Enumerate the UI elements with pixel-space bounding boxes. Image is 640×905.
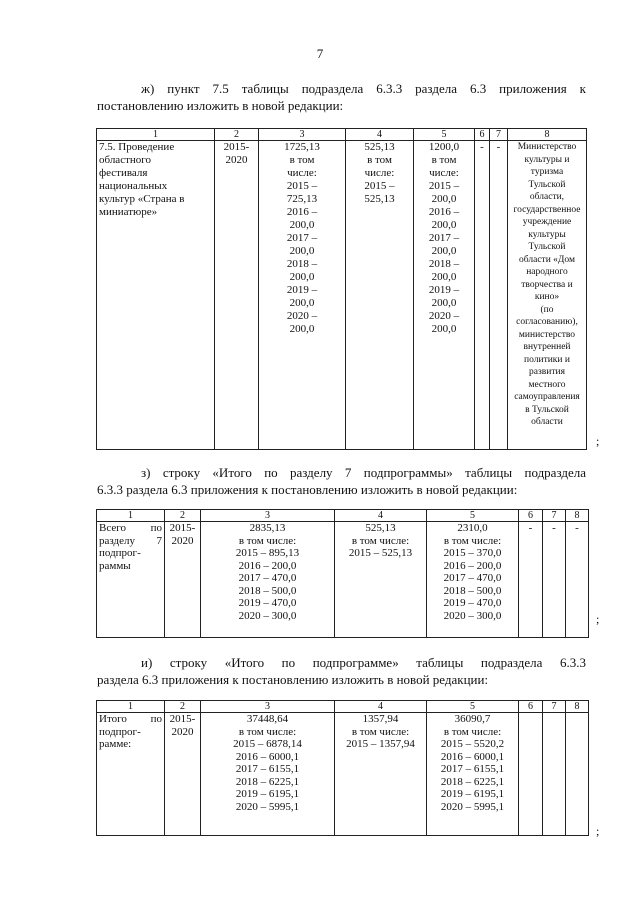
column-8-cell: - (575, 522, 579, 534)
row-label-line: подпрог- (99, 547, 141, 559)
header-cell: 5 (427, 701, 519, 713)
federal-budget-cell: 1357,94 в том числе: 2015 – 1357,94 (346, 713, 415, 750)
federal-budget-cell: 525,13 в том числе: 2015 – 525,13 (348, 522, 413, 559)
header-cell: 3 (201, 701, 335, 713)
column-7-cell: - (496, 141, 501, 153)
header-cell: 7 (543, 701, 566, 713)
period-cell: 2015- 2020 (223, 141, 250, 166)
column-6-cell: - (480, 141, 484, 153)
row-label-line: раммы (99, 559, 131, 572)
total-funding-cell: 37448,64 в том числе: 2015 – 6878,14 2016 – 6000,1 2017 – 6155,1 2018 – 6225,1 2019 – 6195,1 2020 – 5995,1 (233, 713, 302, 813)
paragraph-section-zh (97, 80, 586, 114)
row-label-line: рамме: (99, 738, 132, 750)
header-cell: 1 (97, 510, 165, 522)
paragraph-section-z (97, 464, 586, 498)
executor-cell: Министерство культуры и туризма Тульской области, государственное учреждение культуры Тульской области «Дом народного творчества и кино» (по согласованию), министерство внутренней политики и развития местного самоуправления в Тульской области (513, 142, 581, 427)
item-name-cell: 7.5. Проведение областного фестиваля национальных культур «Страна в миниатюре» (99, 141, 185, 218)
regional-budget-cell: 36090,7 в том числе: 2015 – 5520,2 2016 – 6000,1 2017 – 6155,1 2018 – 6225,1 2019 – 6195,1 2020 – 5995,1 (440, 713, 505, 813)
header-cell: 3 (259, 129, 346, 141)
semicolon: ; (596, 612, 600, 626)
header-cell: 8 (566, 701, 589, 713)
regional-budget-cell: 2310,0 в том числе: 2015 – 370,0 2016 – 200,0 2017 – 470,0 2018 – 500,0 2019 – 470,0 2020 – 300,0 (443, 522, 502, 622)
header-cell: 6 (519, 510, 543, 522)
column-6-cell: - (528, 522, 533, 534)
row-label-line: подпрог- (99, 725, 141, 738)
header-cell: 8 (508, 129, 587, 141)
table-total-subprogram (96, 700, 589, 836)
semicolon: ; (596, 434, 600, 448)
table-item-7-5 (96, 128, 587, 450)
header-cell: 2 (165, 701, 201, 713)
column-7-cell: - (552, 522, 556, 534)
table-header-row (97, 129, 587, 141)
table-total-section-7 (96, 509, 589, 638)
header-cell: 2 (215, 129, 259, 141)
header-cell: 4 (335, 701, 427, 713)
period-cell: 2015- 2020 (169, 713, 196, 738)
header-cell: 4 (346, 129, 414, 141)
header-cell: 2 (165, 510, 201, 522)
row-label-line: Итого по (99, 713, 162, 725)
total-funding-cell: 2835,13 в том числе: 2015 – 895,13 2016 – 200,0 2017 – 470,0 2018 – 500,0 2019 – 470,0 2020 – 300,0 (235, 522, 300, 622)
header-cell: 5 (427, 510, 519, 522)
table-header-row (97, 701, 589, 713)
header-cell: 5 (414, 129, 475, 141)
header-cell: 6 (475, 129, 490, 141)
header-cell: 1 (97, 701, 165, 713)
header-cell: 3 (201, 510, 335, 522)
paragraph-line: раздела 6.3 приложения к постановлению изложить в новой редакции: (97, 672, 489, 687)
paragraph-line: ж) пункт 7.5 таблицы подраздела 6.3.3 раздела 6.3 приложения к (141, 81, 586, 96)
header-cell: 7 (543, 510, 566, 522)
paragraph-line: з) строку «Итого по разделу 7 подпрограммы» таблицы подраздела (141, 465, 586, 480)
total-funding-cell: 1725,13 в том числе: 2015 – 725,13 2016 – 200,0 2017 – 200,0 2018 – 200,0 2019 – 200,0 2020 – 200,0 (284, 141, 320, 335)
header-cell: 1 (97, 129, 215, 141)
table-row (97, 141, 587, 450)
page-number: 7 (316, 46, 324, 61)
row-label-cell (97, 713, 164, 751)
row-label-line: Всего по (99, 522, 162, 534)
paragraph-line: 6.3.3 раздела 6.3 приложения к постановлению изложить в новой редакции: (97, 482, 518, 497)
regional-budget-cell: 1200,0 в том числе: 2015 – 200,0 2016 – 200,0 2017 – 200,0 2018 – 200,0 2019 – 200,0 2020 – 200,0 (428, 141, 460, 335)
table-row (97, 522, 589, 638)
table-row (97, 713, 589, 836)
federal-budget-cell: 525,13 в том числе: 2015 – 525,13 (364, 141, 395, 205)
paragraph-line: постановлению изложить в новой редакции: (97, 98, 344, 113)
header-cell: 8 (566, 510, 589, 522)
paragraph-section-i (97, 654, 586, 688)
row-label-line: разделу 7 (99, 534, 162, 547)
period-cell: 2015- 2020 (169, 522, 196, 547)
header-cell: 6 (519, 701, 543, 713)
header-cell: 4 (335, 510, 427, 522)
table-header-row (97, 510, 589, 522)
paragraph-line: и) строку «Итого по подпрограмме» таблицы подраздела 6.3.3 (141, 655, 586, 670)
semicolon: ; (596, 824, 600, 838)
row-label-cell (97, 522, 164, 572)
header-cell: 7 (490, 129, 508, 141)
